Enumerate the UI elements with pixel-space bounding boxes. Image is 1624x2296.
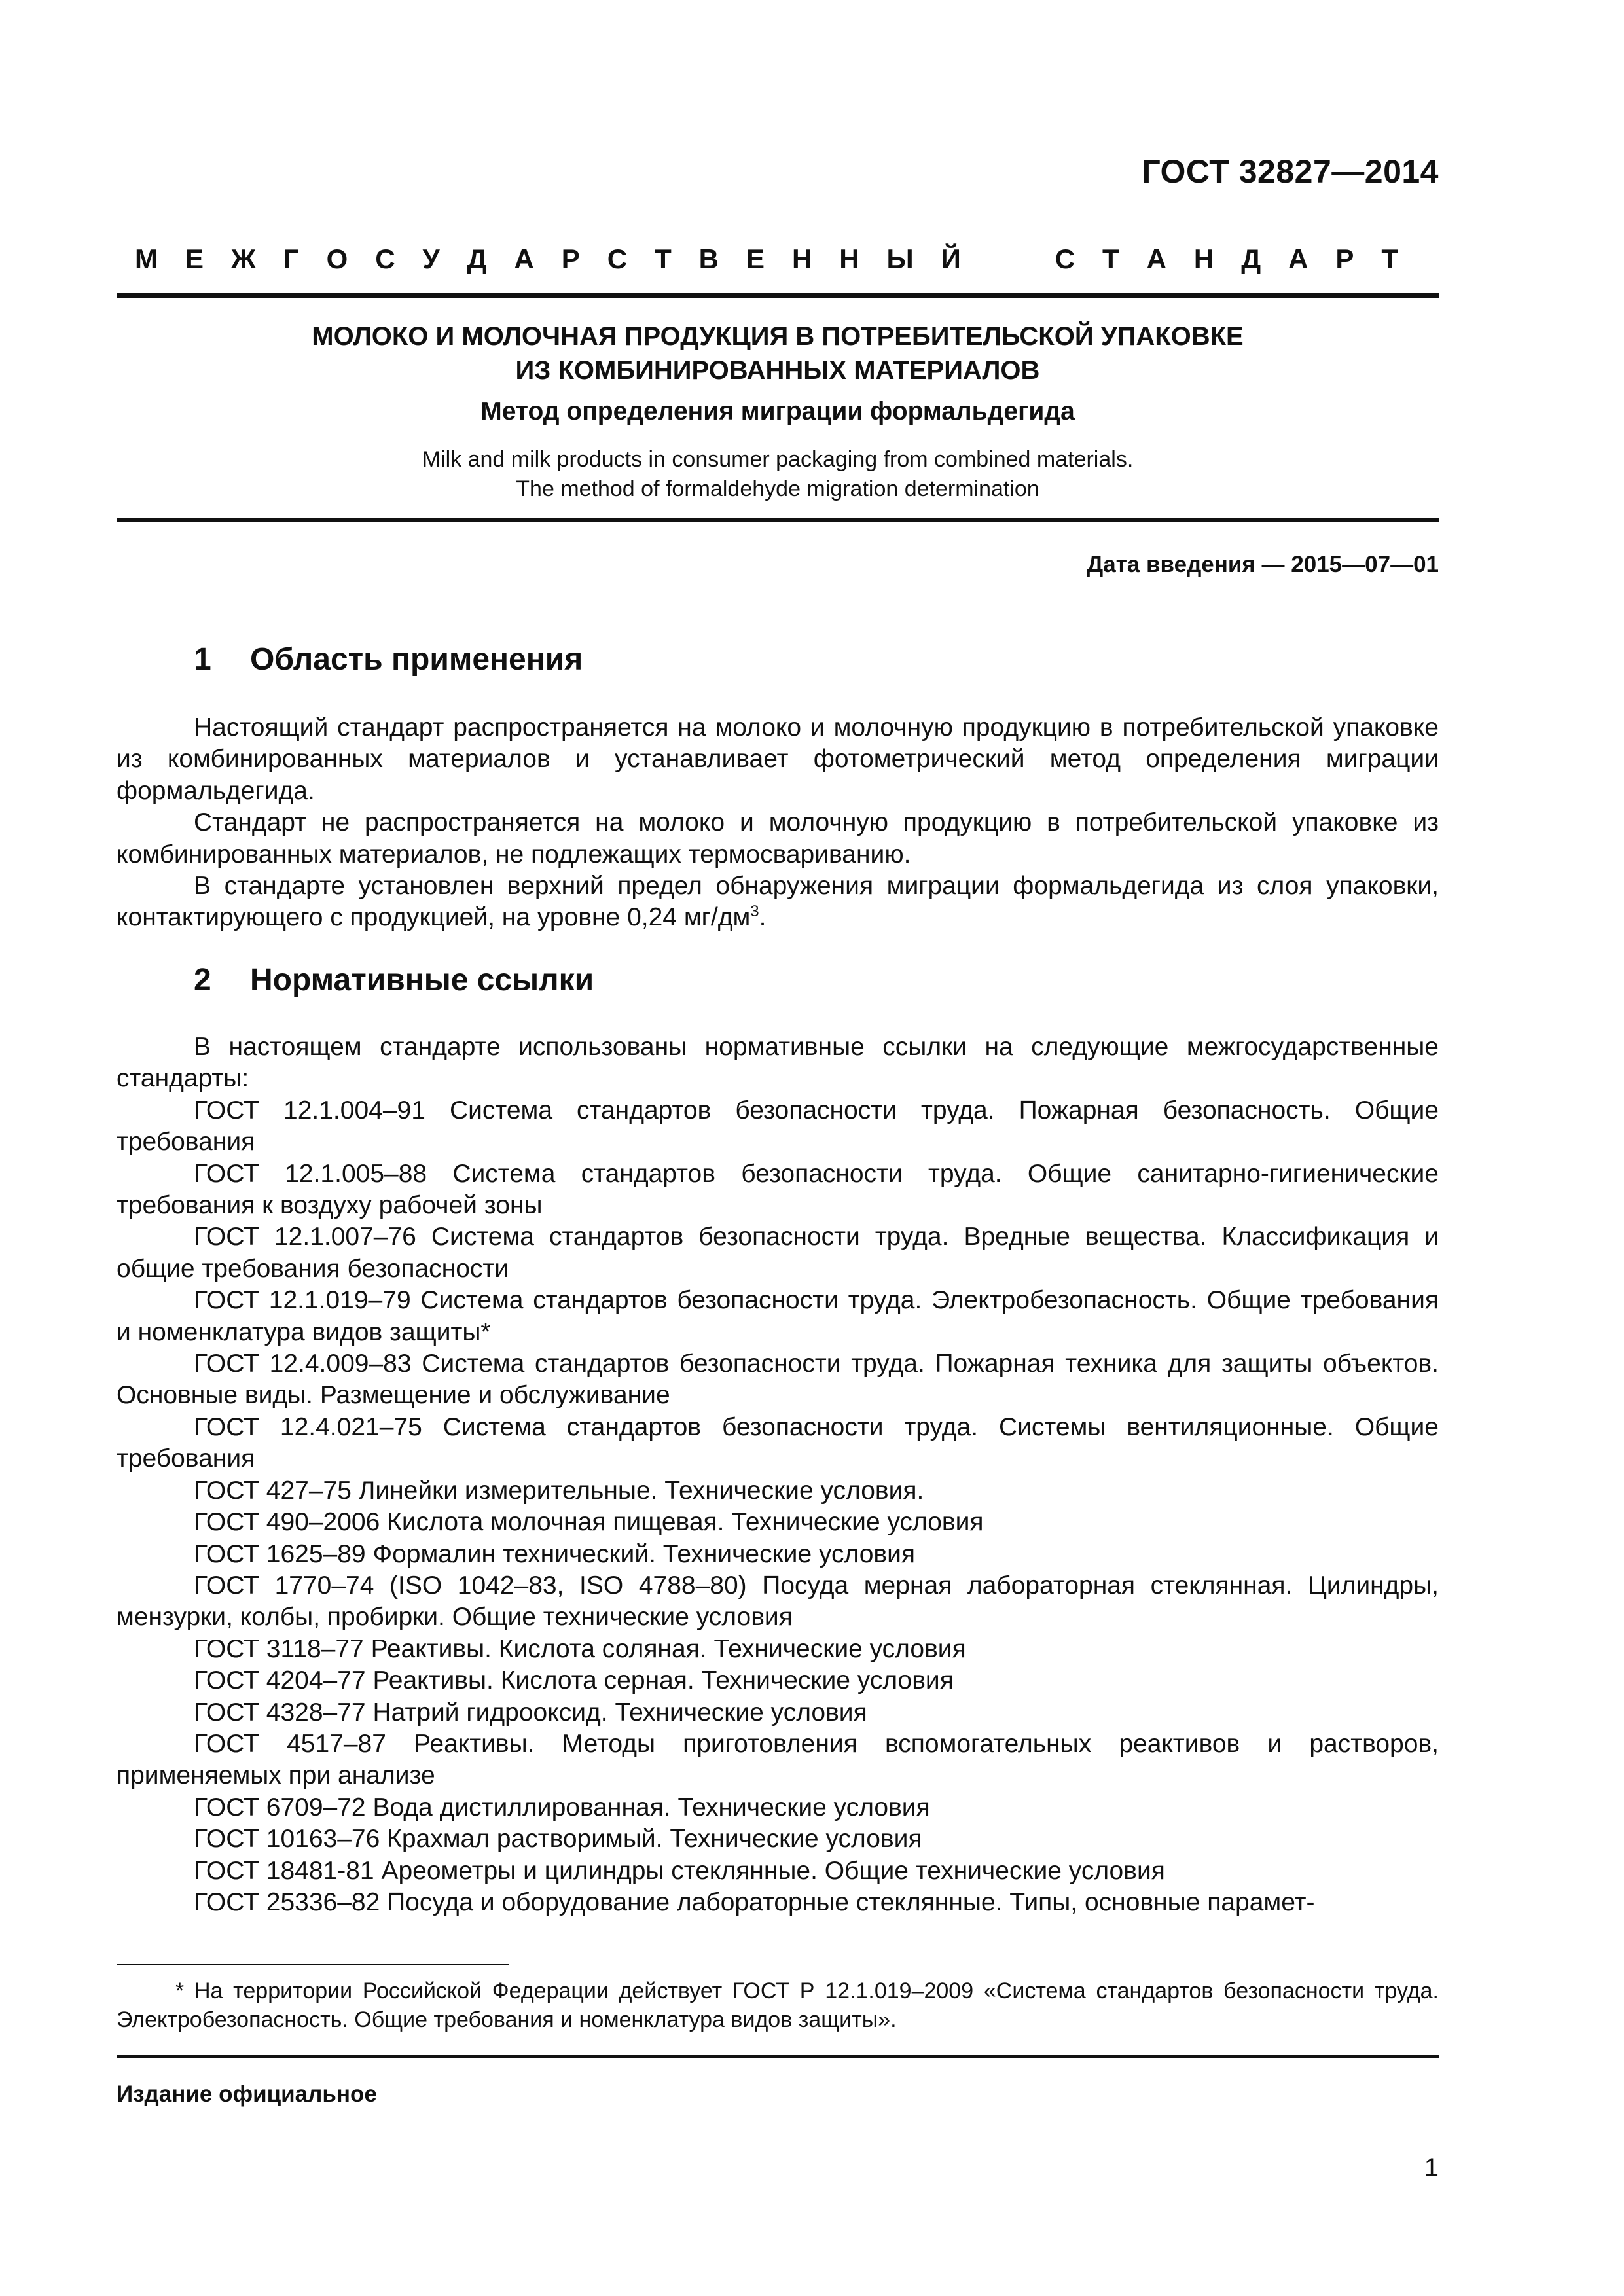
banner-letter: Е	[746, 243, 765, 274]
banner-letter: Н	[791, 243, 812, 274]
banner-letter: С	[607, 243, 628, 274]
edition-label: Издание официальное	[117, 2081, 377, 2107]
banner-letter: В	[698, 243, 719, 274]
reference-item: ГОСТ 12.1.005–88 Система стандартов безопасности труда. Общие санитарно-гигиенические требования к воздуху рабочей зоны	[117, 1159, 1439, 1220]
banner-letter: Т	[655, 243, 672, 274]
footnote-rule	[117, 1964, 509, 1965]
reference-item: ГОСТ 490–2006 Кислота молочная пищевая. Технические условия	[194, 1508, 984, 1537]
banner-letter: Д	[467, 243, 487, 274]
banner-letter: Ж	[230, 243, 256, 274]
reference-item: ГОСТ 12.4.021–75 Система стандартов безопасности труда. Системы вентиляционные. Общие требования	[117, 1412, 1439, 1473]
banner-letter: А	[1288, 243, 1308, 274]
document-subtitle: Метод определения миграции формальдегида	[480, 397, 1075, 425]
banner-letter: Й	[941, 243, 961, 274]
banner-letter: С	[375, 243, 395, 274]
document-number: ГОСТ 32827—2014	[1142, 153, 1439, 190]
paragraph: Стандарт не распространяется на молоко и молочную продукцию в потребительской упаковке из комбинированных материалов, не подлежащих термосвариванию.	[117, 808, 1439, 869]
section-2-number: 2	[194, 963, 211, 997]
paragraph	[117, 870, 1439, 934]
section-1-heading	[194, 641, 583, 677]
banner-letter: Т	[1102, 243, 1119, 274]
document-title-ru	[117, 319, 1439, 387]
section-2-title: Нормативные ссылки	[250, 963, 594, 997]
title-line-2: ИЗ КОМБИНИРОВАННЫХ МАТЕРИАЛОВ	[515, 356, 1040, 385]
section-1-title: Область применения	[250, 642, 583, 677]
banner-letter: Ы	[886, 243, 914, 274]
section-1-number: 1	[194, 642, 211, 677]
reference-item: ГОСТ 1770–74 (ISO 1042–83, ISO 4788–80) Посуда мерная лабораторная стеклянная. Цилиндры, мензурки, колбы, пробирки. Общие технические условия	[117, 1571, 1439, 1632]
paragraph: Настоящий стандарт распространяется на молоко и молочную продукцию в потребительской упаковке из комбинированных материалов и устанавливает фотометрический метод определения миграции формальдегида.	[117, 713, 1439, 805]
banner-word-gap	[988, 243, 1028, 275]
banner-letter: Г	[283, 243, 299, 274]
banner-letter: Н	[1193, 243, 1214, 274]
banner-letter: Р	[1335, 243, 1354, 274]
banner-letter: Д	[1241, 243, 1261, 274]
reference-item: ГОСТ 12.1.007–76 Система стандартов безопасности труда. Вредные вещества. Классификация и общие требования безопасности	[117, 1223, 1439, 1283]
top-thick-rule	[117, 293, 1439, 298]
reference-item: ГОСТ 10163–76 Крахмал растворимый. Технические условия	[194, 1825, 922, 1854]
reference-item: ГОСТ 6709–72 Вода дистиллированная. Технические условия	[194, 1793, 930, 1821]
paragraph: В настоящем стандарте использованы нормативные ссылки на следующие межгосударственные стандарты:	[117, 1033, 1439, 1093]
banner-letter: Т	[1381, 243, 1398, 274]
section-2-body	[117, 1031, 1439, 1918]
banner-letter: С	[1055, 243, 1075, 274]
reference-item: ГОСТ 3118–77 Реактивы. Кислота соляная. Технические условия	[194, 1634, 966, 1663]
paragraph-text: В стандарте установлен верхний предел обнаружения миграции формальдегида из слоя упаковки, контактирующего с продукцией, на уровне 0,24 мг/дм	[117, 872, 1439, 932]
reference-item: ГОСТ 427–75 Линейки измерительные. Технические условия.	[194, 1476, 924, 1505]
reference-item: ГОСТ 1625–89 Формалин технический. Технические условия	[194, 1539, 916, 1568]
document-title-en	[117, 445, 1439, 504]
reference-item: ГОСТ 12.1.019–79 Система стандартов безопасности труда. Электробезопасность. Общие требования и номенклатура видов защиты*	[117, 1286, 1439, 1346]
page-number: 1	[1424, 2153, 1439, 2182]
reference-item: ГОСТ 4328–77 Натрий гидрооксид. Технические условия	[194, 1698, 867, 1727]
reference-item: ГОСТ 12.1.004–91 Система стандартов безопасности труда. Пожарная безопасность. Общие требования	[117, 1096, 1439, 1157]
banner-letter: Р	[561, 243, 580, 274]
interstate-standard-banner	[135, 243, 1398, 275]
reference-item: ГОСТ 18481-81 Ареометры и цилиндры стеклянные. Общие технические условия	[194, 1856, 1165, 1885]
title-en-line-1: Milk and milk products in consumer packaging from combined materials.	[422, 447, 1134, 472]
title-en-line-2: The method of formaldehyde migration determination	[516, 476, 1039, 501]
introduction-date: Дата введения — 2015—07—01	[1087, 552, 1439, 577]
reference-item: ГОСТ 4517–87 Реактивы. Методы приготовления вспомогательных реактивов и растворов, применяемых при анализе	[117, 1729, 1439, 1790]
footer-rule	[117, 2055, 1439, 2058]
footnote: * На территории Российской Федерации действует ГОСТ Р 12.1.019–2009 «Система стандартов безопасности труда. Электробезопасность. Общие требования и номенклатура видов защиты».	[117, 1979, 1439, 2032]
banner-letter: Е	[185, 243, 204, 274]
reference-item: ГОСТ 12.4.009–83 Система стандартов безопасности труда. Пожарная техника для защиты объектов. Основные виды. Размещение и обслуживание	[117, 1350, 1439, 1410]
section-1-body	[117, 712, 1439, 934]
superscript: 3	[750, 903, 759, 921]
banner-letter: У	[422, 243, 440, 274]
title-bottom-rule	[117, 518, 1439, 522]
paragraph-end: .	[759, 903, 767, 932]
banner-letter: О	[326, 243, 348, 274]
banner-letter: М	[135, 243, 158, 274]
banner-letter: А	[1146, 243, 1166, 274]
section-2-heading	[194, 962, 594, 998]
reference-item: ГОСТ 4204–77 Реактивы. Кислота серная. Технические условия	[194, 1666, 954, 1695]
banner-letter: Н	[839, 243, 859, 274]
title-line-1: МОЛОКО И МОЛОЧНАЯ ПРОДУКЦИЯ В ПОТРЕБИТЕЛЬСКОЙ УПАКОВКЕ	[312, 322, 1244, 351]
reference-item: ГОСТ 25336–82 Посуда и оборудование лабораторные стеклянные. Типы, основные парамет-	[194, 1888, 1315, 1916]
banner-letter: А	[514, 243, 534, 274]
